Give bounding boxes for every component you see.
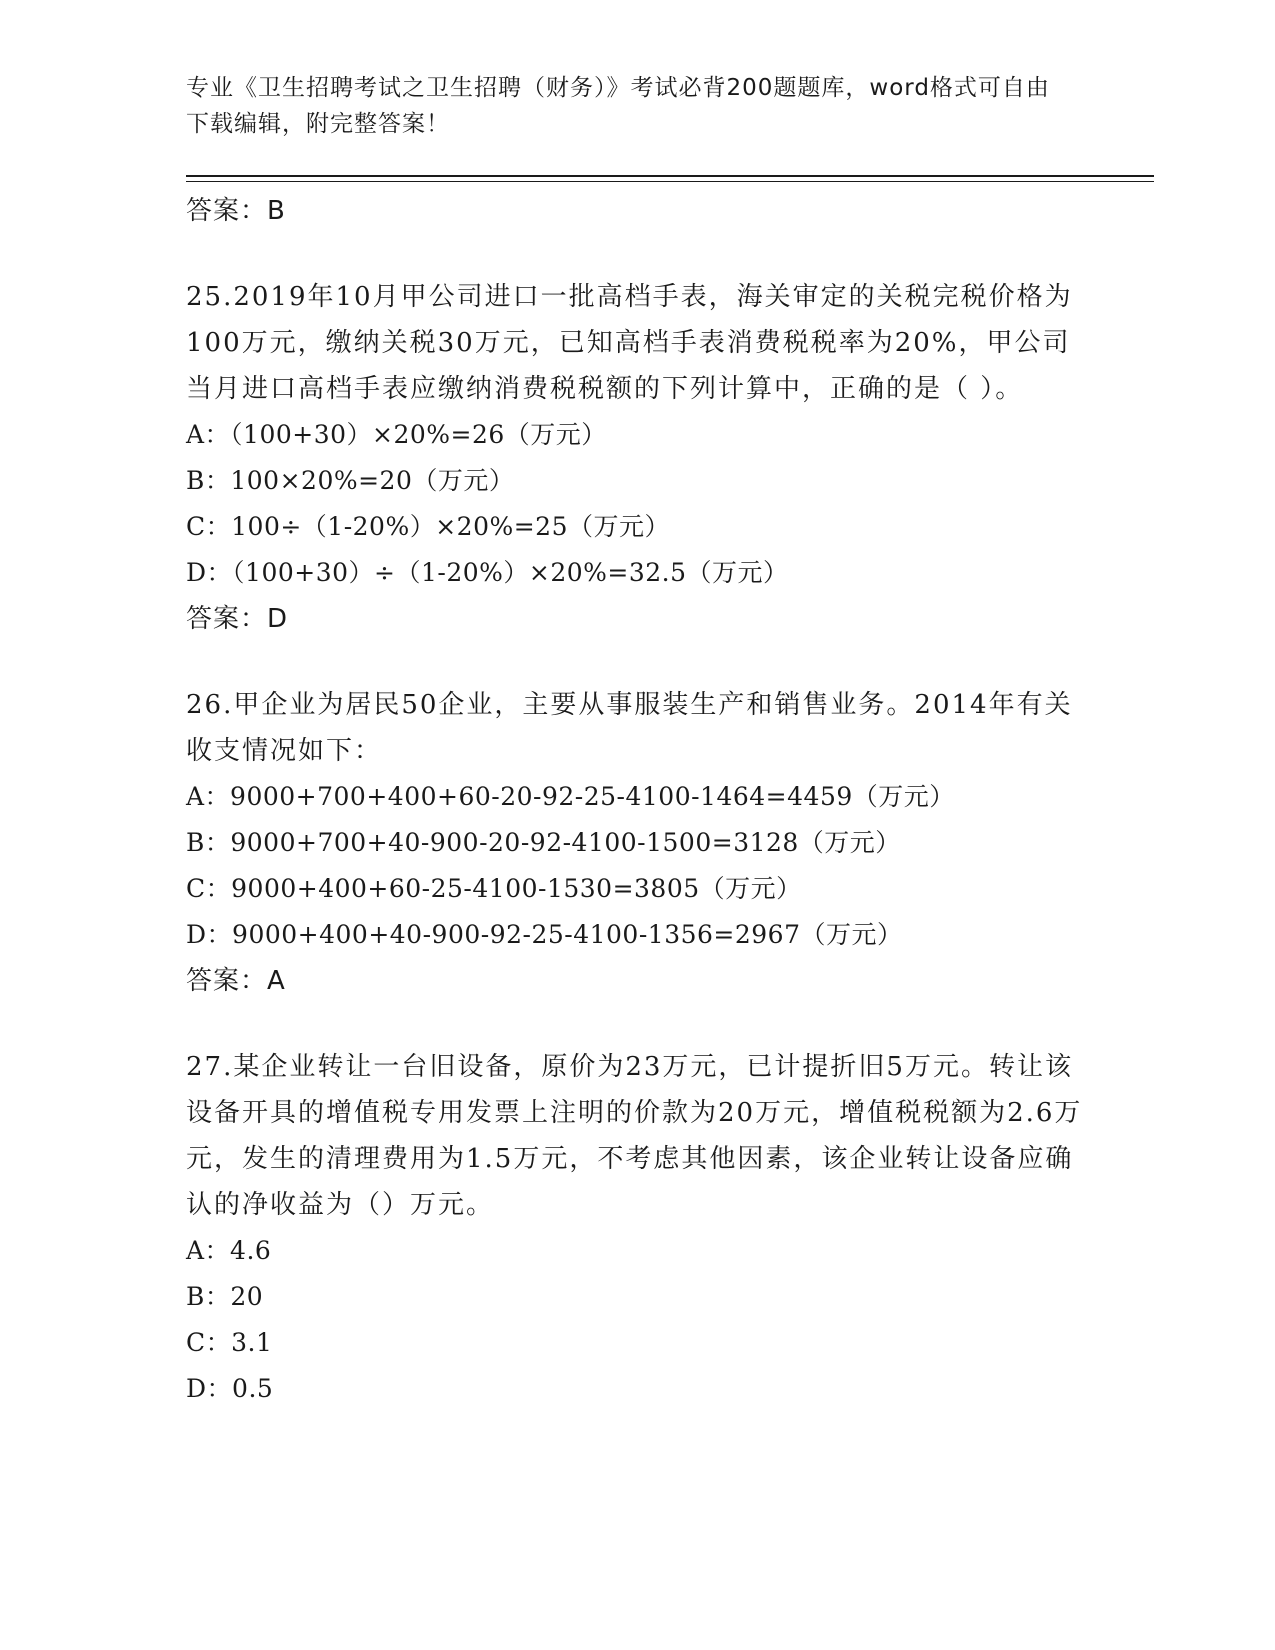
question-list xyxy=(186,188,1086,1412)
question-answer: 答案：A xyxy=(186,966,286,996)
option-a: A：（100+30）×20%=26（万元） xyxy=(186,420,607,449)
option-c: C：100÷（1-20%）×20%=25（万元） xyxy=(186,512,670,541)
question-stem: 26.甲企业为居民50企业，主要从事服装生产和销售业务。2014年有关收支情况如下： xyxy=(186,690,1073,766)
header-rule-thick xyxy=(186,175,1154,177)
option-d: D：（100+30）÷（1-20%）×20%=32.5（万元） xyxy=(186,558,789,587)
question-stem: 27.某企业转让一台旧设备，原价为23万元，已计提折旧5万元。转让该设备开具的增值税专用发票上注明的价款为20万元，增值税税额为2.6万元，发生的清理费用为1.5万元，不考虑其他因素，该企业转让设备应确认的净收益为（）万元。 xyxy=(186,1052,1083,1220)
question-27 xyxy=(186,1044,1086,1412)
option-c: C：9000+400+60-25-4100-1530=3805（万元） xyxy=(186,874,802,903)
question-stem: 25.2019年10月甲公司进口一批高档手表，海关审定的关税完税价格为100万元，缴纳关税30万元，已知高档手表消费税税率为20%，甲公司当月进口高档手表应缴纳消费税税额的下列计算中，正确的是（ ）。 xyxy=(186,282,1073,404)
option-b: B：9000+700+40-900-20-92-4100-1500=3128（万元） xyxy=(186,828,901,857)
option-a: A：4.6 xyxy=(186,1236,272,1265)
header-rule-thin xyxy=(186,181,1154,182)
document-header: 专业《卫生招聘考试之卫生招聘（财务）》考试必背200题题库，word格式可自由下载编辑，附完整答案！ xyxy=(186,75,1050,137)
option-d: D：9000+400+40-900-92-25-4100-1356=2967（万元） xyxy=(186,920,903,949)
option-a: A：9000+700+400+60-20-92-25-4100-1464=4459（万元） xyxy=(186,782,955,811)
option-b: B：20 xyxy=(186,1282,264,1311)
question-26 xyxy=(186,682,1086,1004)
question-25 xyxy=(186,274,1086,642)
question-answer: 答案：D xyxy=(186,604,289,634)
previous-answer: 答案：B xyxy=(186,196,286,226)
option-d: D：0.5 xyxy=(186,1374,274,1403)
option-c: C：3.1 xyxy=(186,1328,273,1357)
option-b: B：100×20%=20（万元） xyxy=(186,466,515,495)
